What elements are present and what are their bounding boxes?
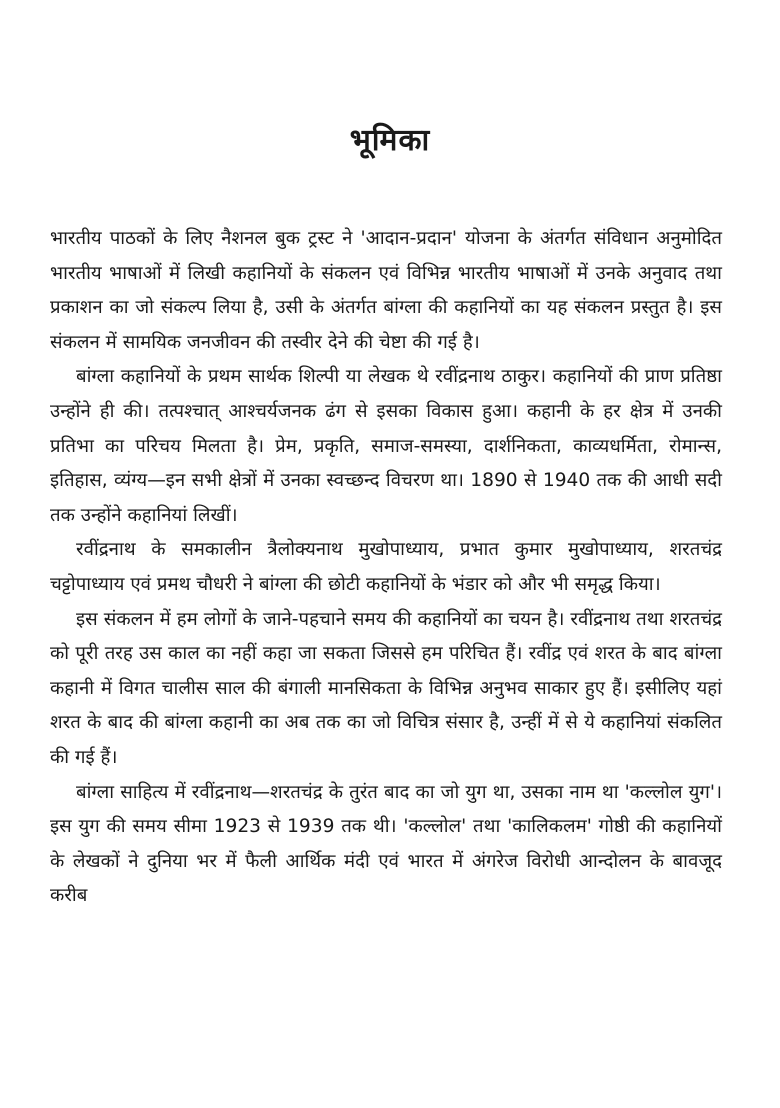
page-body xyxy=(50,222,722,914)
paragraph-intro: भारतीय पाठकों के लिए नैशनल बुक ट्रस्ट ने 'आदान-प्रदान' योजना के अंतर्गत संविधान अनुमोदित भारतीय भाषाओं में लिखी कहानियों के संकलन एवं विभिन्न भारतीय भाषाओं में उनके अनुवाद तथा प्रकाशन का जो संकल्प लिया है, उसी के अंतर्गत बांग्ला की कहानियों का यह संकलन प्रस्तुत है। इस संकलन में सामयिक जनजीवन की तस्वीर देने की चेष्टा की गई है। xyxy=(50,228,722,353)
paragraph-kallol-era: बांग्ला साहित्य में रवींद्रनाथ—शरतचंद्र के तुरंत बाद का जो युग था, उसका नाम था 'कल्लोल युग'। इस युग की समय सीमा 1923 से 1939 तक थी। 'कल्लोल' तथा 'कालिकलम' गोष्ठी की कहानियों के लेखकों ने दुनिया भर में फैली आर्थिक मंदी एवं भारत में अंगरेज विरोधी आन्दोलन के बावजूद करीब xyxy=(50,781,722,907)
paragraph-tagore: बांग्ला कहानियों के प्रथम सार्थक शिल्पी या लेखक थे रवींद्रनाथ ठाकुर। कहानियों की प्राण प्रतिष्ठा उन्होंने ही की। तत्पश्चात् आश्चर्यजनक ढंग से इसका विकास हुआ। कहानी के हर क्षेत्र में उनकी प्रतिभा का परिचय मिलता है। प्रेम, प्रकृति, समाज-समस्या, दार्शनिकता, काव्यधर्मिता, रोमान्स, इतिहास, व्यंग्य—इन सभी क्षेत्रों में उनका स्वच्छन्द विचरण था। 1890 से 1940 तक की आधी सदी तक उन्होंने कहानियां लिखीं। xyxy=(50,366,722,526)
paragraph-selection: इस संकलन में हम लोगों के जाने-पहचाने समय की कहानियों का चयन है। रवींद्रनाथ तथा शरतचंद्र को पूरी तरह उस काल का नहीं कहा जा सकता जिससे हम परिचित हैं। रवींद्र एवं शरत के बाद बांग्ला कहानी में विगत चालीस साल की बंगाली मानसिकता के विभिन्न अनुभव साकार हुए हैं। इसीलिए यहां शरत के बाद की बांग्ला कहानी का अब तक का जो विचित्र संसार है, उन्हीं में से ये कहानियां संकलित की गई हैं। xyxy=(50,608,722,768)
page-title: भूमिका xyxy=(349,123,431,158)
paragraph-contemporaries: रवींद्रनाथ के समकालीन त्रैलोक्यनाथ मुखोपाध्याय, प्रभात कुमार मुखोपाध्याय, शरतचंद्र चट्टोपाध्याय एवं प्रमथ चौधरी ने बांग्ला की छोटी कहानियों के भंडार को और भी समृद्ध किया। xyxy=(50,539,722,595)
